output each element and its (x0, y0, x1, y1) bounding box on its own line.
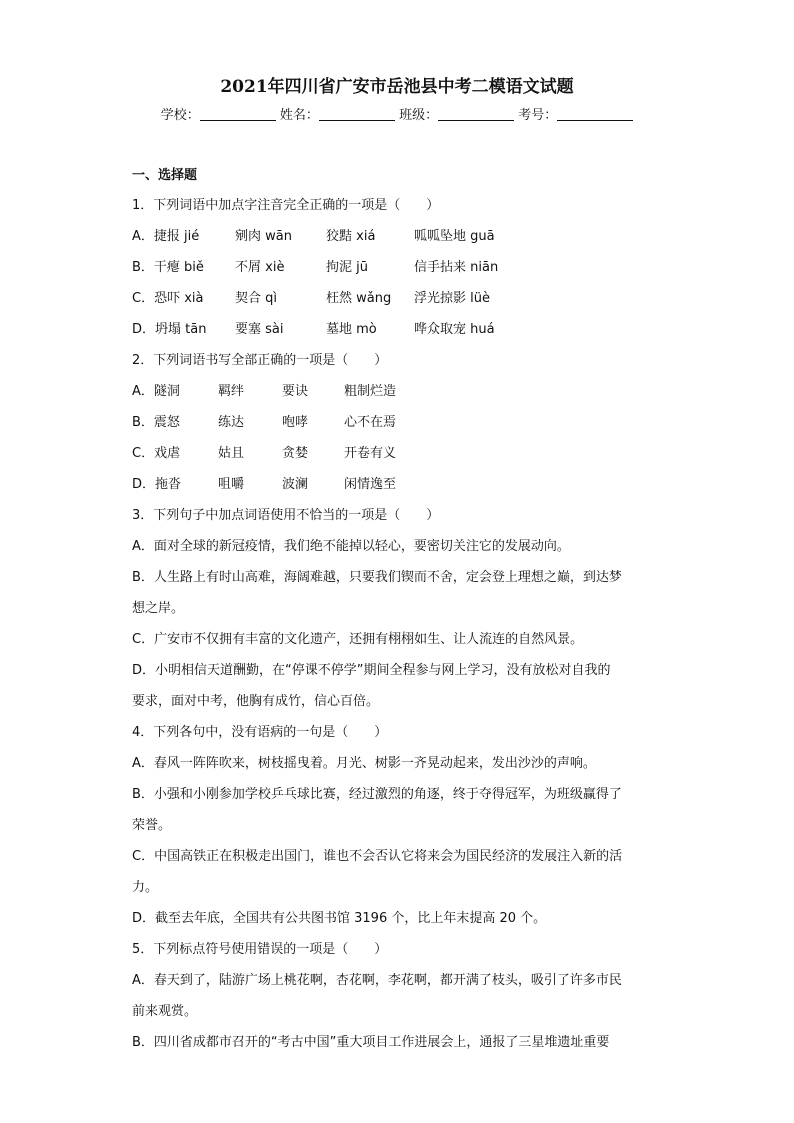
question-5-line: A．春天到了，陆游广场上桃花啊，杏花啊，李花啊，都开满了枝头，吸引了许多市民 (132, 973, 622, 988)
option-term: 呱呱坠地 guā (414, 229, 495, 244)
option-term: 哗众取宠 huá (414, 322, 495, 337)
option-term: A．隧洞 (132, 384, 180, 399)
question-4-line: 荣誉。 (132, 818, 172, 833)
option-term: 羁绊 (218, 384, 245, 399)
option-term: 墓地 mò (326, 322, 377, 337)
option-term: C．恐吓 xià (132, 291, 204, 306)
option-term: 浮光掠影 lüè (414, 291, 490, 306)
school-label: 学校： (160, 108, 200, 123)
question-5-line: B．四川省成都市召开的“考古中国”重大项目工作进展会上，通报了三星堆遗址重要 (132, 1035, 610, 1050)
option-term: 枉然 wǎng (326, 291, 392, 306)
section-title: 一、选择题 (132, 168, 198, 183)
school-blank (200, 107, 276, 121)
option-term: 不屑 xiè (235, 260, 285, 275)
class-label: 班级： (399, 108, 439, 123)
question-3-line: A．面对全球的新冠疫情，我们绝不能掉以轻心，要密切关注它的发展动向。 (132, 539, 570, 554)
question-4-line: B．小强和小刚参加学校乒乓球比赛，经过激烈的角逐，终于夺得冠军，为班级赢得了 (132, 787, 622, 802)
option-term: 信手拈来 niān (414, 260, 499, 275)
option-term: 练达 (218, 415, 245, 430)
option-term: 波澜 (282, 477, 309, 492)
option-term: A．捷报 jié (132, 229, 200, 244)
option-term: 贪婪 (282, 446, 309, 461)
option-term: 契合 qì (235, 291, 277, 306)
option-term: D．坍塌 tān (132, 322, 207, 337)
question-4-line: 力。 (132, 880, 159, 895)
question-1-stem: 1．下列词语中加点字注音完全正确的一项是（ ） (132, 198, 440, 213)
class-blank (438, 107, 514, 121)
name-label: 姓名： (279, 108, 319, 123)
exam-title: 2021年四川省广安市岳池县中考二模语文试题 (220, 77, 574, 97)
option-term: 拘泥 jū (326, 260, 368, 275)
option-term: 粗制烂造 (344, 384, 397, 399)
question-4-line: A．春风一阵阵吹来，树枝摇曳着。月光、树影一齐晃动起来，发出沙沙的声响。 (132, 756, 596, 771)
question-1-option-a (132, 221, 662, 252)
question-3-line: 要求，面对中考，他胸有成竹，信心百倍。 (132, 694, 380, 709)
exam-number-label: 考号： (518, 108, 558, 123)
option-term: B．干瘪 biě (132, 260, 204, 275)
question-5-line: 前来观赏。 (132, 1004, 198, 1019)
option-term: 要诀 (282, 384, 309, 399)
question-4-stem: 4．下列各句中，没有语病的一句是（ ） (132, 725, 388, 740)
question-4-line: D．截至去年底，全国共有公共图书馆 3196 个，比上年末提高 20 个。 (132, 911, 547, 926)
name-blank (319, 107, 395, 121)
question-3-line: B．人生路上有时山高难，海阔难越，只要我们锲而不舍，定会登上理想之巅，到达梦 (132, 570, 622, 585)
question-1-option-d (132, 314, 662, 345)
question-2-option-c (132, 438, 662, 469)
option-term: 要塞 sài (235, 322, 284, 337)
question-2-option-d (132, 469, 662, 500)
option-term: B．震怒 (132, 415, 180, 430)
question-4-line: C．中国高铁正在积极走出国门，谁也不会否认它将来会为国民经济的发展注入新的活 (132, 849, 623, 864)
option-term: 心不在焉 (344, 415, 397, 430)
student-info-line (0, 104, 794, 123)
question-3-line: C．广安市不仅拥有丰富的文化遗产，还拥有栩栩如生、让人流连的自然风景。 (132, 632, 584, 647)
question-1-option-c (132, 283, 662, 314)
exam-content (132, 166, 662, 1058)
option-term: 咆哮 (282, 415, 309, 430)
option-term: 开卷有义 (344, 446, 397, 461)
question-2-stem: 2．下列词语书写全部正确的一项是（ ） (132, 353, 388, 368)
option-term: C．戏虐 (132, 446, 181, 461)
question-3-line: D．小明相信天道酬勤，在“停课不停学”期间全程参与网上学习，没有放松对自我的 (132, 663, 611, 678)
question-2-option-a (132, 376, 662, 407)
question-5-stem: 5．下列标点符号使用错误的一项是（ ） (132, 942, 388, 957)
question-3-line: 想之岸。 (132, 601, 185, 616)
option-term: 剜肉 wān (235, 229, 292, 244)
option-term: 狡黠 xiá (326, 229, 376, 244)
option-term: 闲情逸至 (344, 477, 397, 492)
exam-number-blank (557, 107, 633, 121)
option-term: 咀嚼 (218, 477, 245, 492)
option-term: 姑且 (218, 446, 245, 461)
question-2-option-b (132, 407, 662, 438)
question-3-stem: 3．下列句子中加点词语使用不恰当的一项是（ ） (132, 508, 440, 523)
option-term: D．拖沓 (132, 477, 182, 492)
question-1-option-b (132, 252, 662, 283)
